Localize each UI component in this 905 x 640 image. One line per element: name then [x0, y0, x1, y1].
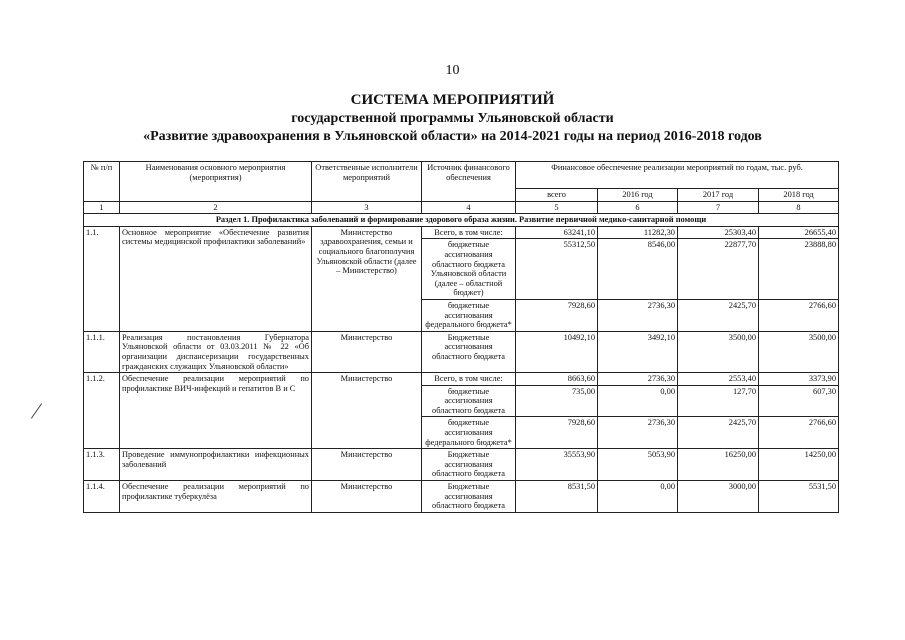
table-row	[84, 481, 839, 513]
funding-source: бюджетные ассигнования областного бюджета Ульяновской области (далее – областной бюджет)	[422, 239, 516, 300]
amount-2016: 0,00	[598, 481, 678, 513]
header-num: № п/п	[84, 162, 120, 202]
amount-2018: 23888,80	[759, 239, 839, 300]
row-number: 1.1.4.	[84, 481, 120, 513]
col-index: 3	[312, 201, 422, 214]
amount-2017: 2425,70	[678, 417, 759, 449]
amount-total: 735,00	[516, 385, 598, 417]
funding-source: Бюджетные ассигнования областного бюджета	[422, 331, 516, 372]
amount-2017: 22877,70	[678, 239, 759, 300]
funding-source: бюджетные ассигнования федерального бюджета*	[422, 417, 516, 449]
scan-mark	[31, 403, 42, 418]
amount-2017: 25303,40	[678, 226, 759, 239]
measure-name: Обеспечение реализации мероприятий по профилактике туберкулёза	[120, 481, 312, 513]
col-index: 5	[516, 201, 598, 214]
amount-total: 7928,60	[516, 299, 598, 331]
header-responsible: Ответственные исполнители мероприятий	[312, 162, 422, 202]
row-number: 1.1.3.	[84, 449, 120, 481]
header-2018: 2018 год	[759, 189, 839, 202]
amount-total: 7928,60	[516, 417, 598, 449]
header-2017: 2017 год	[678, 189, 759, 202]
page-number: 10	[445, 63, 460, 78]
amount-2018: 26655,40	[759, 226, 839, 239]
col-index: 6	[598, 201, 678, 214]
amount-2016: 3492,10	[598, 331, 678, 372]
col-index: 4	[422, 201, 516, 214]
table-row	[84, 373, 839, 386]
amount-total: 8531,50	[516, 481, 598, 513]
responsible-executor: Министерство	[312, 449, 422, 481]
funding-source: Бюджетные ассигнования областного бюджета	[422, 481, 516, 513]
amount-2016: 2736,30	[598, 299, 678, 331]
amount-total: 63241,10	[516, 226, 598, 239]
header-total: всего	[516, 189, 598, 202]
amount-2017: 127,70	[678, 385, 759, 417]
row-number: 1.1.2.	[84, 373, 120, 449]
responsible-executor: Министерство	[312, 481, 422, 513]
amount-2018: 2766,60	[759, 299, 839, 331]
measure-name: Основное мероприятие «Обеспечение развития системы медицинской профилактики заболеваний»	[120, 226, 312, 331]
document-subtitle: государственной программы Ульяновской области	[291, 111, 614, 126]
row-number: 1.1.	[84, 226, 120, 331]
measures-table	[83, 161, 839, 513]
amount-2016: 2736,30	[598, 373, 678, 386]
table-row	[84, 449, 839, 481]
section-title: Раздел 1. Профилактика заболеваний и формирование здорового образа жизни. Развитие первичной медико-санитарной помощи	[84, 214, 839, 227]
amount-2017: 16250,00	[678, 449, 759, 481]
amount-2016: 8546,00	[598, 239, 678, 300]
amount-2018: 3500,00	[759, 331, 839, 372]
amount-2018: 3373,90	[759, 373, 839, 386]
column-index-row	[84, 201, 839, 214]
funding-source: Бюджетные ассигнования областного бюджета	[422, 449, 516, 481]
amount-total: 8663,60	[516, 373, 598, 386]
col-index: 2	[120, 201, 312, 214]
section-row	[84, 214, 839, 227]
amount-total: 10492,10	[516, 331, 598, 372]
col-index: 7	[678, 201, 759, 214]
header-name: Наименования основного мероприятия (мероприятия)	[120, 162, 312, 202]
document-title: СИСТЕМА МЕРОПРИЯТИЙ	[350, 92, 555, 108]
col-index: 8	[759, 201, 839, 214]
row-number: 1.1.1.	[84, 331, 120, 372]
col-index: 1	[84, 201, 120, 214]
amount-2018: 14250,00	[759, 449, 839, 481]
funding-source: бюджетные ассигнования областного бюджета	[422, 385, 516, 417]
header-row	[84, 162, 839, 189]
funding-source: Всего, в том числе:	[422, 226, 516, 239]
header-2016: 2016 год	[598, 189, 678, 202]
measure-name: Проведение иммунопрофилактики инфекционных заболеваний	[120, 449, 312, 481]
amount-2016: 11282,30	[598, 226, 678, 239]
funding-source: Всего, в том числе:	[422, 373, 516, 386]
responsible-executor: Министерство	[312, 331, 422, 372]
table-row	[84, 226, 839, 239]
amount-total: 35553,90	[516, 449, 598, 481]
responsible-executor: Министерство	[312, 373, 422, 449]
header-source: Источник финансового обеспечения	[422, 162, 516, 202]
amount-2018: 607,30	[759, 385, 839, 417]
amount-2017: 3500,00	[678, 331, 759, 372]
funding-source: бюджетные ассигнования федерального бюджета*	[422, 299, 516, 331]
amount-2018: 2766,60	[759, 417, 839, 449]
amount-total: 55312,50	[516, 239, 598, 300]
program-name: «Развитие здравоохранения в Ульяновской области» на 2014-2021 годы на период 2016-2018 годов	[143, 129, 762, 144]
table-row	[84, 331, 839, 372]
amount-2017: 2425,70	[678, 299, 759, 331]
amount-2017: 3000,00	[678, 481, 759, 513]
amount-2016: 5053,90	[598, 449, 678, 481]
amount-2017: 2553,40	[678, 373, 759, 386]
amount-2016: 2736,30	[598, 417, 678, 449]
amount-2016: 0,00	[598, 385, 678, 417]
measure-name: Обеспечение реализации мероприятий по профилактике ВИЧ-инфекций и гепатитов В и С	[120, 373, 312, 449]
measure-name: Реализация постановления Губернатора Ульяновской области от 03.03.2011 № 22 «Об организации диспансеризации государственных гражданских служащих Ульяновской области»	[120, 331, 312, 372]
responsible-executor: Министерство здравоохранения, семьи и социального благополучия Ульяновской области (далее – Министерство)	[312, 226, 422, 331]
header-finance: Финансовое обеспечение реализации мероприятий по годам, тыс. руб.	[516, 162, 839, 189]
amount-2018: 5531,50	[759, 481, 839, 513]
